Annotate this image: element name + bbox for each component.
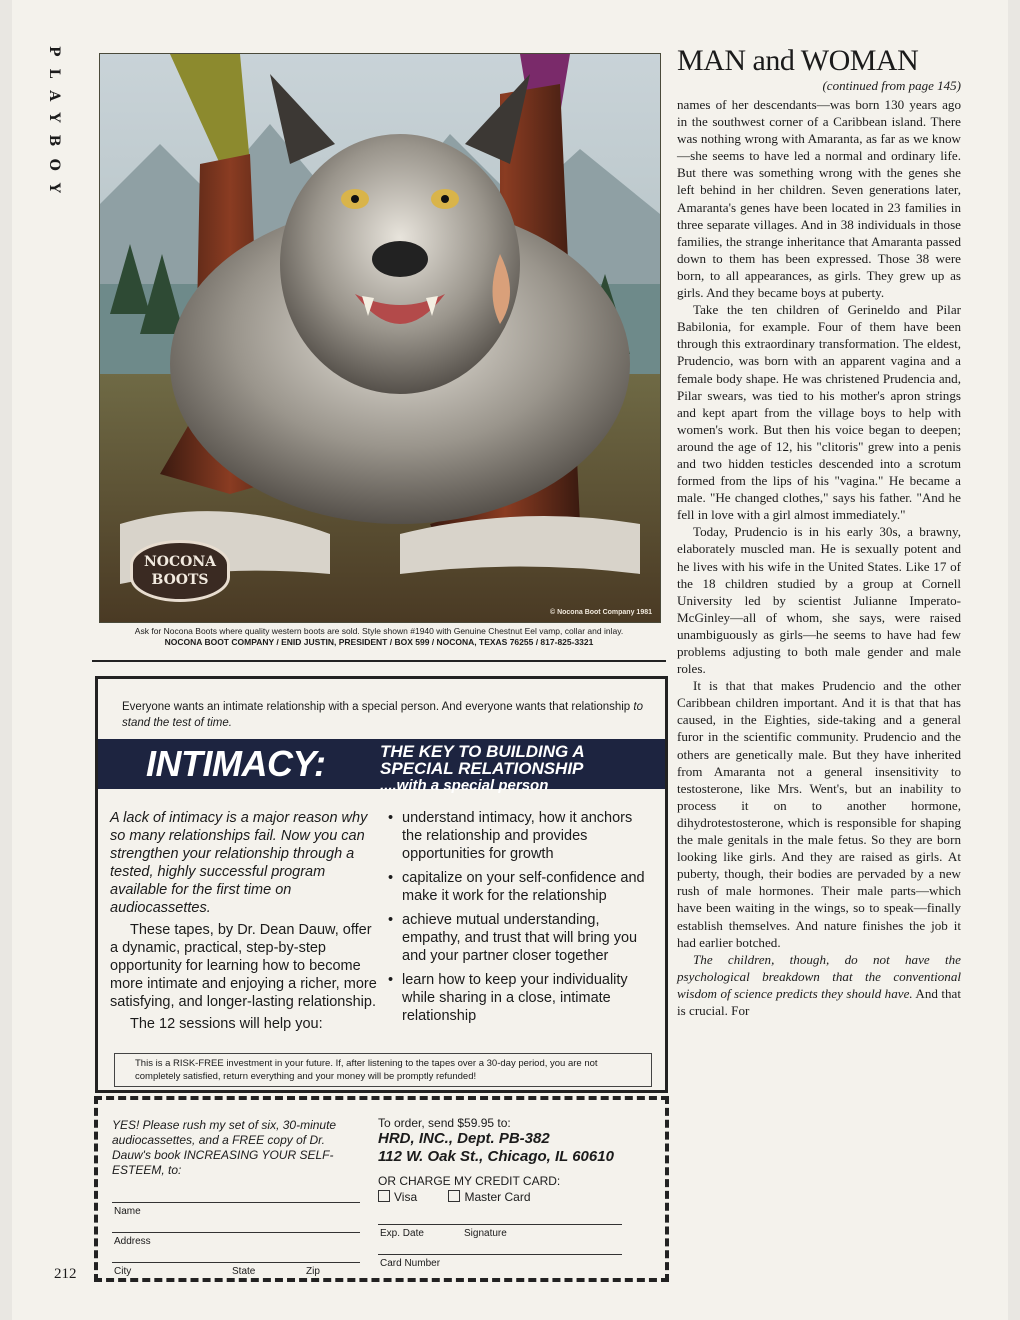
continued-note: (continued from page 145) [822, 78, 961, 93]
tagline-line-3: ....with a special person [380, 777, 549, 794]
page-number: 212 [54, 1266, 77, 1282]
mastercard-option[interactable] [448, 1190, 530, 1204]
caption-line-2: NOCONA BOOT COMPANY / ENID JUSTIN, PRESIDENT / BOX 599 / NOCONA, TEXAS 76255 / 817-825-3321 [164, 637, 594, 647]
wolf-and-boots-image [100, 54, 660, 622]
tagline-line-1: THE KEY TO BUILDING A [380, 742, 585, 761]
article-paragraph: Today, Prudencio is in his early 30s, a brawny, elaborately muscled man. He is sexually potent and he lives with his wife in the United States. Like 17 of the 18 children studied by a group at Cornell University led by scientist Julianne Imperato-McGinley—all of whom, she says, were raised unambiguously as girls—he seems to have had few problems adjusting to both male gender and male roles. [677, 524, 961, 677]
benefit-item: • learn how to keep your individuality while sharing in a close, intimate relationship [402, 971, 656, 1025]
name-line[interactable] [112, 1202, 360, 1203]
state-label: State [232, 1266, 256, 1277]
magazine-name-vertical [42, 46, 66, 205]
benefit-item: • capitalize on your self-confidence and make it work for the relationship [402, 869, 656, 905]
mastercard-checkbox[interactable] [448, 1190, 460, 1202]
mastercard-label: Master Card [464, 1190, 531, 1204]
visa-label: Visa [394, 1190, 418, 1204]
card-options [378, 1190, 658, 1204]
exp-signature-line[interactable] [378, 1224, 622, 1225]
name-label: Name [114, 1206, 141, 1217]
visa-checkbox[interactable] [378, 1190, 390, 1202]
ad-paragraph-3: The 12 sessions will help you: [130, 1016, 323, 1032]
article-italic-text: The children, though, do not have the psychological breakdown that the conventional wisdom of science predicts they should have. [677, 951, 961, 1001]
article-body [677, 96, 961, 1019]
address-label: Address [114, 1236, 151, 1247]
city-line[interactable] [112, 1262, 360, 1263]
article-paragraph-last [677, 951, 961, 1019]
mail-address-1: HRD, INC., Dept. PB-382 [378, 1130, 550, 1147]
ad-intro [122, 699, 652, 731]
ad-left-column [110, 809, 378, 1037]
article-paragraph: names of her descendants—was born 130 years ago in the southwest corner of a Caribbean island. There was nothing wrong with Amaranta, as far as we know—she seems to have led a normal and ordinary life. But there was something wrong with the genes she left behind in her children. Seven generations later, Amaranta's genes have been located in 23 families in three separate villages. And in 38 individuals in those families, the strange inheritance that Amaranta passed down to them has been expressed. Those 38 were born, to all appearances, as girls. They grew up as girls. And they became boys at puberty. [677, 97, 961, 301]
logo-line-1: NOCONA [144, 554, 216, 570]
card-number-line[interactable] [378, 1254, 622, 1255]
address-line[interactable] [112, 1232, 360, 1233]
section-divider [92, 660, 666, 662]
ad-tagline [380, 743, 585, 777]
ad-paragraph-2: These tapes, by Dr. Dean Dauw, offer a dynamic, practical, step-by-step opportunity for learning how to become more intimate and enjoying a richer, more satisfying, and longer-lasting relationship. [110, 922, 377, 1010]
mail-address-2: 112 W. Oak St., Chicago, IL 60610 [378, 1148, 614, 1165]
credit-card-label: OR CHARGE MY CREDIT CARD: [378, 1174, 561, 1188]
article-paragraph: Take the ten children of Gerineldo and Pilar Babilonia, for example. Four of them have been through this extraordinary transformation. The eldest, Prudencio, was born with an apparent vagina and a female body shape. He was christened Prudencia and, Pilar swears, was tied to his mother's apron strings and kept apart from the village boys to help with women's work. But then his voice began to deepen; around the age of 12, his "clitoris" grew into a penis and two hidden testicles descended into a scrotum formed from the lips of his "vagina." He became a male. "He changed clothes," says his father. "And he fell in love with a girl almost immediately." [677, 302, 961, 523]
benefit-item: • achieve mutual understanding, empathy, and trust that will bring you and your partner closer together [402, 911, 656, 965]
article-paragraph: It is that that makes Prudencio and the other Caribbean children important. And it is that that has caused, in the Eighties, side-taking and a general furor in the scientific community. Prudencio and the others are genetically male. But they have inherited from Amaranta not a general insensitivity to testosterone, like Mrs. Went's, but an inability to process it on to another hormone, dihydrotestosterone, which is responsible for shaping the male genitals in the male fetus. So they are born looking like girls. And they are raised as girls. At puberty, though, their bodies are pervaded by a new rush of male hormones. Their male parts—which have been waiting in the wings, so to speak—finally establish themselves. And nature finishes the job it had earlier botched. [677, 678, 961, 950]
article-roman-text: And that is crucial. For [677, 985, 961, 1018]
logo-line-2: BOOTS [151, 572, 209, 588]
card-number-label: Card Number [380, 1258, 441, 1269]
article-column [677, 44, 961, 1019]
caption-line-1: Ask for Nocona Boots where quality western boots are sold. Style shown #1940 with Genuine Chestnut Eel vamp, collar and inlay. [134, 626, 624, 636]
zip-label: Zip [306, 1266, 320, 1277]
ad-intro-emphasis: to stand the test of time. [122, 701, 643, 729]
headline-band [98, 739, 665, 794]
intimacy-ad [95, 676, 668, 1093]
order-instruction: To order, send $59.95 to: [378, 1116, 511, 1130]
tagline-line-2: SPECIAL RELATIONSHIP [380, 759, 584, 778]
nocona-caption [99, 626, 659, 648]
coupon-payment [378, 1116, 658, 1204]
magazine-name: PLAYBOY [46, 46, 62, 205]
copyright-notice: © Nocona Boot Company 1981 [549, 609, 652, 616]
nocona-boots-logo [130, 540, 230, 602]
guarantee-box: This is a RISK-FREE investment in your future. If, after listening to the tapes over a 30-day period, you are not completely satisfied, return everything and your money will be promptly refunded! [114, 1053, 652, 1087]
ad-benefits-list [386, 809, 656, 1031]
ad-intro-text: Everyone wants an intimate relationship with a special person. And everyone wants that relationship [122, 701, 634, 713]
article-title: MAN and WOMAN [677, 44, 919, 77]
magazine-page [12, 0, 1008, 1320]
exp-date-label: Exp. Date [380, 1228, 424, 1239]
city-label: City [114, 1266, 132, 1277]
coupon-order-text: YES! Please rush my set of six, 30-minute audiocassettes, and a FREE copy of Dr. Dauw's book INCREASING YOUR SELF-ESTEEM, to: [112, 1118, 337, 1177]
ad-paragraph-1: A lack of intimacy is a major reason why so many relationships fail. Now you can strengthen your relationship through a tested, highly successful program available for the first time on audiocassettes. [110, 810, 368, 916]
benefit-item: • understand intimacy, how it anchors the relationship and provides opportunities for growth [402, 809, 656, 863]
signature-label: Signature [464, 1228, 507, 1239]
nocona-boots-illustration [99, 53, 661, 623]
ad-headline: INTIMACY: [146, 743, 326, 784]
visa-option[interactable] [378, 1190, 417, 1204]
order-coupon [94, 1096, 669, 1282]
